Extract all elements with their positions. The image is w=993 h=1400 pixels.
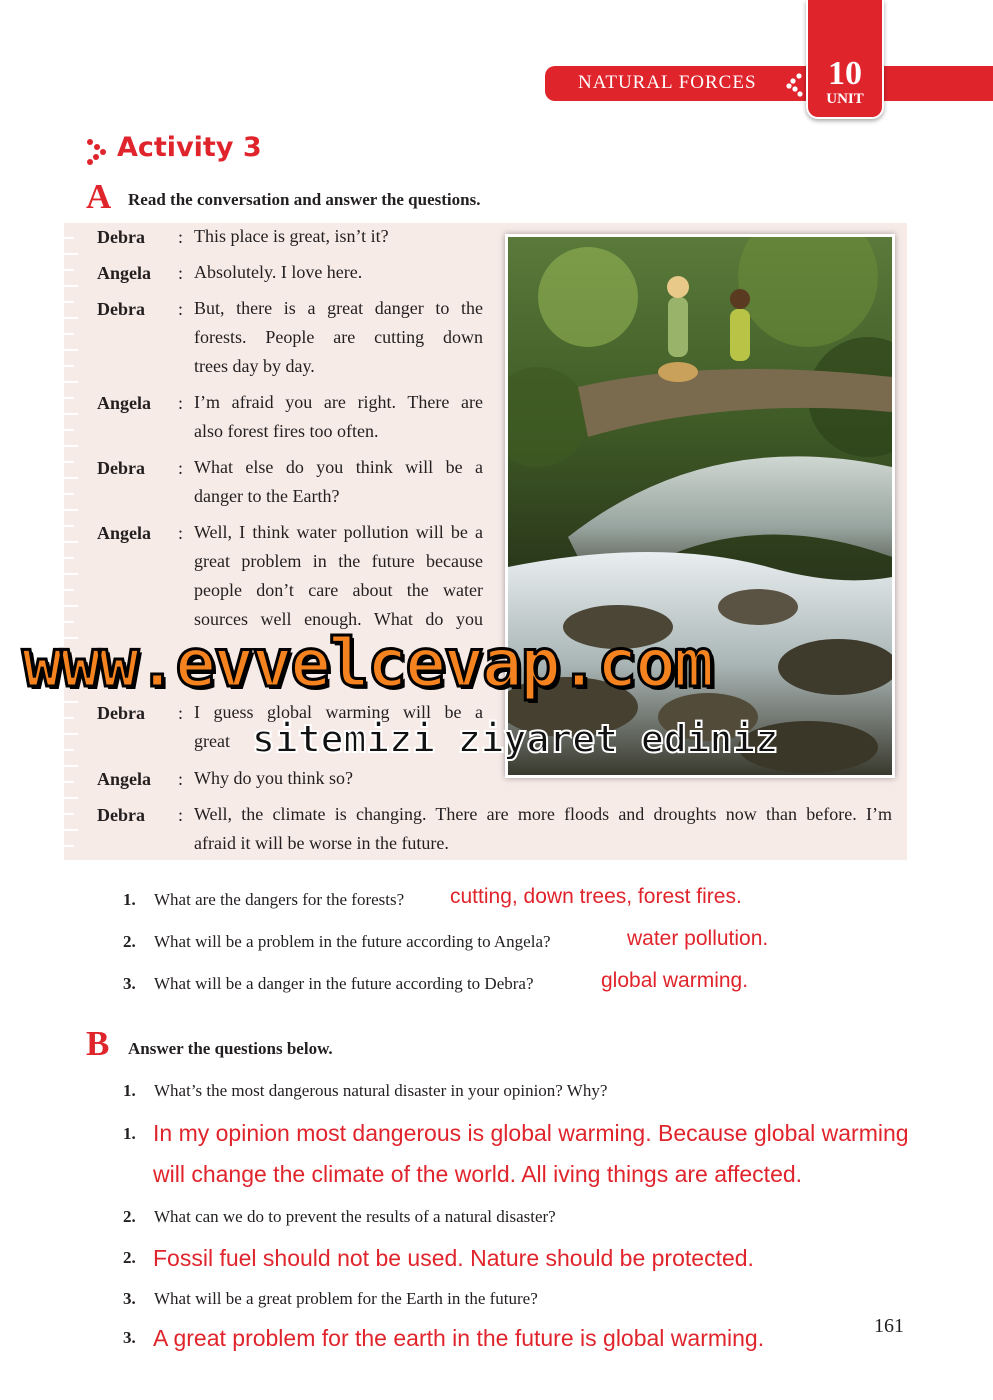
dialogue-line: trees day by day.	[194, 356, 315, 376]
answer-number: 2.	[123, 1248, 136, 1267]
section-b-instruction: Answer the questions below.	[128, 1039, 333, 1058]
colon: :	[178, 227, 184, 247]
question-text: What will be a danger in the future according to Debra?	[154, 974, 534, 993]
dialogue-line: What else do you think will be a	[194, 457, 483, 477]
section-a-letter: A	[86, 177, 112, 216]
section-a-instruction: Read the conversation and answer the questions.	[128, 190, 481, 209]
dialogue-line: great	[194, 731, 230, 751]
colon: :	[178, 703, 184, 723]
question-text: What can we do to prevent the results of a natural disaster?	[154, 1207, 556, 1226]
page-number: 161	[874, 1315, 904, 1337]
watermark-url: www.evvelcevap.com	[22, 624, 713, 702]
header-title: NATURAL FORCES	[578, 72, 757, 93]
colon: :	[178, 393, 184, 413]
dialogue-line: people don’t care about the water	[194, 580, 483, 600]
unit-label: UNIT	[826, 91, 864, 107]
colon: :	[178, 805, 184, 825]
handwritten-answer: In my opinion most dangerous is global warming. Because global warming	[153, 1120, 909, 1146]
dialogue-line: forests. People are cutting down	[194, 327, 483, 347]
speaker-name: Debra	[97, 227, 145, 247]
question-number: 2.	[123, 932, 136, 951]
colon: :	[178, 458, 184, 478]
dialogue-line: Well, I think water pollution will be a	[194, 522, 483, 542]
handwritten-answer: cutting, down trees, forest fires.	[450, 885, 742, 908]
answer-number: 3.	[123, 1328, 136, 1347]
handwritten-answer: water pollution.	[627, 927, 769, 950]
unit-number: 10	[828, 55, 862, 92]
answer-number: 1.	[123, 1124, 136, 1143]
dialogue-line: afraid it will be worse in the future.	[194, 833, 449, 853]
question-number: 1.	[123, 1081, 136, 1100]
activity-title: Activity 3	[117, 132, 262, 163]
question-text: What will be a great problem for the Earth in the future?	[154, 1289, 538, 1308]
speaker-name: Debra	[97, 458, 145, 478]
speaker-name: Angela	[97, 263, 151, 283]
spiral-binding-icon	[64, 230, 86, 855]
dialogue-line: Well, the climate is changing. There are more floods and droughts now than before. I’m	[194, 804, 892, 824]
dialogue-line: danger to the Earth?	[194, 486, 340, 506]
dialogue-line: sources well enough. What do you	[194, 609, 483, 629]
watermark-tagline: sitemizi ziyaret ediniz	[252, 717, 779, 761]
question-number: 2.	[123, 1207, 136, 1226]
colon: :	[178, 769, 184, 789]
handwritten-answer: will change the climate of the world. All iving things are affected.	[153, 1161, 803, 1187]
dialogue-line: This place is great, isn’t it?	[194, 226, 389, 246]
question-number: 1.	[123, 890, 136, 909]
dialogue-line: But, there is a great danger to the	[194, 298, 483, 318]
question-text: What are the dangers for the forests?	[154, 890, 405, 909]
colon: :	[178, 523, 184, 543]
dialogue-line: also forest fires too often.	[194, 421, 379, 441]
speaker-name: Debra	[97, 805, 145, 825]
question-text: What will be a problem in the future according to Angela?	[154, 932, 551, 951]
dialogue-line: I’m afraid you are right. There are	[194, 392, 483, 412]
question-number: 3.	[123, 1289, 136, 1308]
question-number: 3.	[123, 974, 136, 993]
dots-cluster-icon	[86, 138, 108, 166]
colon: :	[178, 263, 184, 283]
handwritten-answer: A great problem for the earth in the future is global warming.	[153, 1325, 765, 1351]
section-b-letter: B	[86, 1024, 110, 1063]
speaker-name: Angela	[97, 393, 151, 413]
speaker-name: Angela	[97, 769, 151, 789]
speaker-name: Debra	[97, 299, 145, 319]
dialogue-line: Why do you think so?	[194, 768, 353, 788]
speaker-name: Angela	[97, 523, 151, 543]
speaker-name: Debra	[97, 703, 145, 723]
dialogue-line: I guess global warming will be a	[194, 702, 483, 722]
dialogue-line: Absolutely. I love here.	[194, 262, 363, 282]
colon: :	[178, 299, 184, 319]
dots-cluster-icon	[786, 73, 804, 97]
handwritten-answer: Fossil fuel should not be used. Nature should be protected.	[153, 1245, 754, 1271]
handwritten-answer: global warming.	[601, 969, 749, 992]
question-text: What’s the most dangerous natural disaster in your opinion? Why?	[154, 1081, 608, 1100]
dialogue-line: great problem in the future because	[194, 551, 483, 571]
